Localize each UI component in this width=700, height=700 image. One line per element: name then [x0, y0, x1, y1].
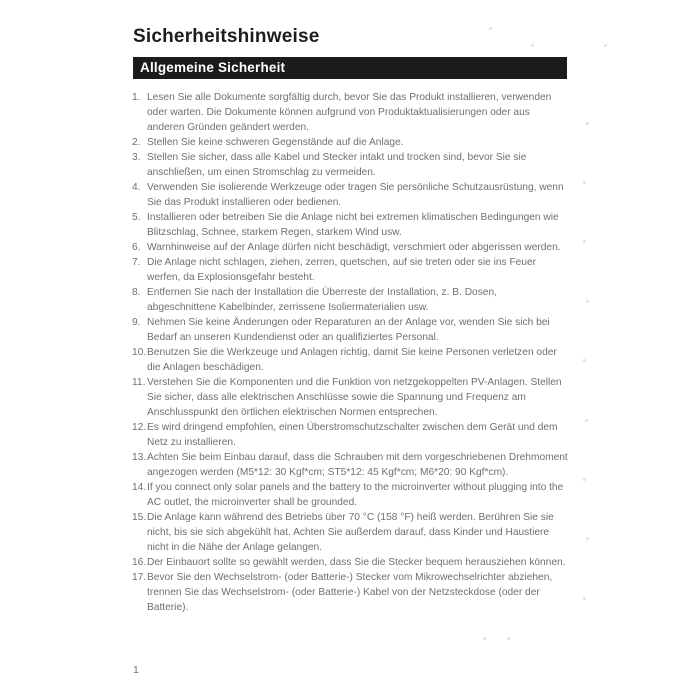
- list-item-text: If you connect only solar panels and the battery to the microinverter without plugging into the AC outlet, the microinverter shall be grounded.: [147, 482, 564, 508]
- safety-list-item: [132, 285, 568, 315]
- list-item-text: Verwenden Sie isolierende Werkzeuge oder tragen Sie persönliche Schutzausrüstung, wenn Sie das Produkt installieren oder bedienen.: [147, 182, 564, 208]
- list-item-number: 9.: [132, 317, 141, 328]
- list-item-number: 15.: [132, 512, 147, 523]
- list-item-text: Stellen Sie keine schweren Gegenstände auf die Anlage.: [147, 137, 404, 148]
- safety-list-item: [132, 90, 568, 135]
- safety-list-item: [132, 375, 568, 420]
- scan-artifact-dot: [583, 478, 586, 481]
- safety-list-item: [132, 450, 568, 480]
- list-item-number: 1.: [132, 92, 141, 103]
- safety-list-item: [132, 420, 568, 450]
- safety-list-item: [132, 555, 568, 570]
- safety-instructions-list: [132, 90, 568, 615]
- safety-list-item: [132, 210, 568, 240]
- list-item-number: 3.: [132, 152, 141, 163]
- scan-artifact-dot: [586, 122, 589, 125]
- list-item-text: Achten Sie beim Einbau darauf, dass die Schrauben mit dem vorgeschriebenen Drehmoment angezogen werden (M5*12: 30 Kgf*cm; ST5*12: 45 Kgf*cm; M6*20: 90 Kgf*cm).: [147, 452, 568, 478]
- safety-list-item: [132, 135, 568, 150]
- list-item-number: 11.: [132, 377, 146, 388]
- list-item-text: Der Einbauort sollte so gewählt werden, dass Sie die Stecker bequem herausziehen können.: [147, 557, 566, 568]
- section-header-label: Allgemeine Sicherheit: [140, 60, 286, 75]
- list-item-text: Stellen Sie sicher, dass alle Kabel und Stecker intakt und trocken sind, bevor Sie sie anschließen, um einen Stromschlag zu vermeiden.: [147, 152, 527, 178]
- list-item-number: 14.: [132, 482, 147, 493]
- page-title: Sicherheitshinweise: [133, 26, 320, 47]
- list-item-text: Nehmen Sie keine Änderungen oder Reparaturen an der Anlage vor, wenden Sie sich bei Bedarf an unseren Kundendienst oder an qualifiziertes Personal.: [147, 317, 550, 343]
- scan-artifact-dot: [604, 44, 607, 47]
- list-item-number: 8.: [132, 287, 141, 298]
- scan-artifact-dot: [583, 181, 586, 184]
- list-item-text: Warnhinweise auf der Anlage dürfen nicht beschädigt, verschmiert oder abgerissen werden.: [147, 242, 561, 253]
- list-item-number: 6.: [132, 242, 141, 253]
- list-item-number: 10.: [132, 347, 147, 358]
- page-number: 1: [133, 664, 139, 676]
- scan-artifact-dot: [586, 300, 589, 303]
- list-item-text: Bevor Sie den Wechselstrom- (oder Batterie-) Stecker vom Mikrowechselrichter abziehen, trennen Sie das Wechselstrom- (oder Batterie-) Kabel von der Netzsteckdose (oder der Batterie).: [147, 572, 553, 613]
- safety-list-item: [132, 570, 568, 615]
- scan-artifact-dot: [583, 359, 586, 362]
- list-item-number: 16.: [132, 557, 147, 568]
- scan-artifact-dot: [531, 44, 534, 47]
- list-item-text: Es wird dringend empfohlen, einen Überstromschutzschalter zwischen dem Gerät und dem Netz zu installieren.: [147, 422, 558, 448]
- scan-artifact-dot: [583, 240, 586, 243]
- list-item-number: 13.: [132, 452, 147, 463]
- safety-list-item: [132, 255, 568, 285]
- safety-list-item: [132, 510, 568, 555]
- list-item-number: 7.: [132, 257, 141, 268]
- list-item-text: Die Anlage nicht schlagen, ziehen, zerren, quetschen, auf sie treten oder sie ins Feuer werfen, da Explosionsgefahr besteht.: [147, 257, 537, 283]
- scan-artifact-dot: [585, 419, 588, 422]
- list-item-text: Lesen Sie alle Dokumente sorgfältig durch, bevor Sie das Produkt installieren, verwenden oder warten. Die Dokumente können aufgrund von Produktaktualisierungen oder aus anderen Gründen geändert werden.: [147, 92, 552, 133]
- list-item-number: 12.: [132, 422, 147, 433]
- list-item-text: Die Anlage kann während des Betriebs über 70 °C (158 °F) heiß werden. Berühren Sie sie nicht, bis sie sich abgekühlt hat. Achten Sie außerdem darauf, dass Kinder und Haustiere nicht in die Nähe der Anlage gelangen.: [147, 512, 554, 553]
- safety-list-item: [132, 180, 568, 210]
- scan-artifact-dot: [489, 27, 492, 30]
- list-item-number: 5.: [132, 212, 141, 223]
- scan-artifact-dot: [483, 637, 486, 640]
- scan-artifact-dot: [583, 597, 586, 600]
- list-item-text: Entfernen Sie nach der Installation die Überreste der Installation, z. B. Dosen, abgeschnittene Kabelbinder, zerrissene Isoliermaterialien usw.: [147, 287, 497, 313]
- list-item-number: 2.: [132, 137, 141, 148]
- list-item-text: Installieren oder betreiben Sie die Anlage nicht bei extremen klimatischen Bedingungen wie Blitzschlag, Schnee, starkem Regen, starkem Wind usw.: [147, 212, 559, 238]
- scan-artifact-dot: [586, 537, 589, 540]
- safety-list-item: [132, 480, 568, 510]
- safety-list-item: [132, 345, 568, 375]
- section-header-bar: [133, 57, 567, 79]
- list-item-number: 4.: [132, 182, 141, 193]
- list-item-text: Benutzen Sie die Werkzeuge und Anlagen richtig, damit Sie keine Personen verletzen oder die Anlagen beschädigen.: [147, 347, 557, 373]
- safety-list-item: [132, 315, 568, 345]
- safety-list-item: [132, 150, 568, 180]
- list-item-text: Verstehen Sie die Komponenten und die Funktion von netzgekoppelten PV-Anlagen. Stellen Sie sicher, dass alle elektrischen Anschlüsse sowie die Spannung und Frequenz am Anschlusspunkt den örtlichen elektrischen Normen entsprechen.: [147, 377, 562, 418]
- list-item-number: 17.: [132, 572, 147, 583]
- scan-artifact-dot: [507, 637, 510, 640]
- safety-list-item: [132, 240, 568, 255]
